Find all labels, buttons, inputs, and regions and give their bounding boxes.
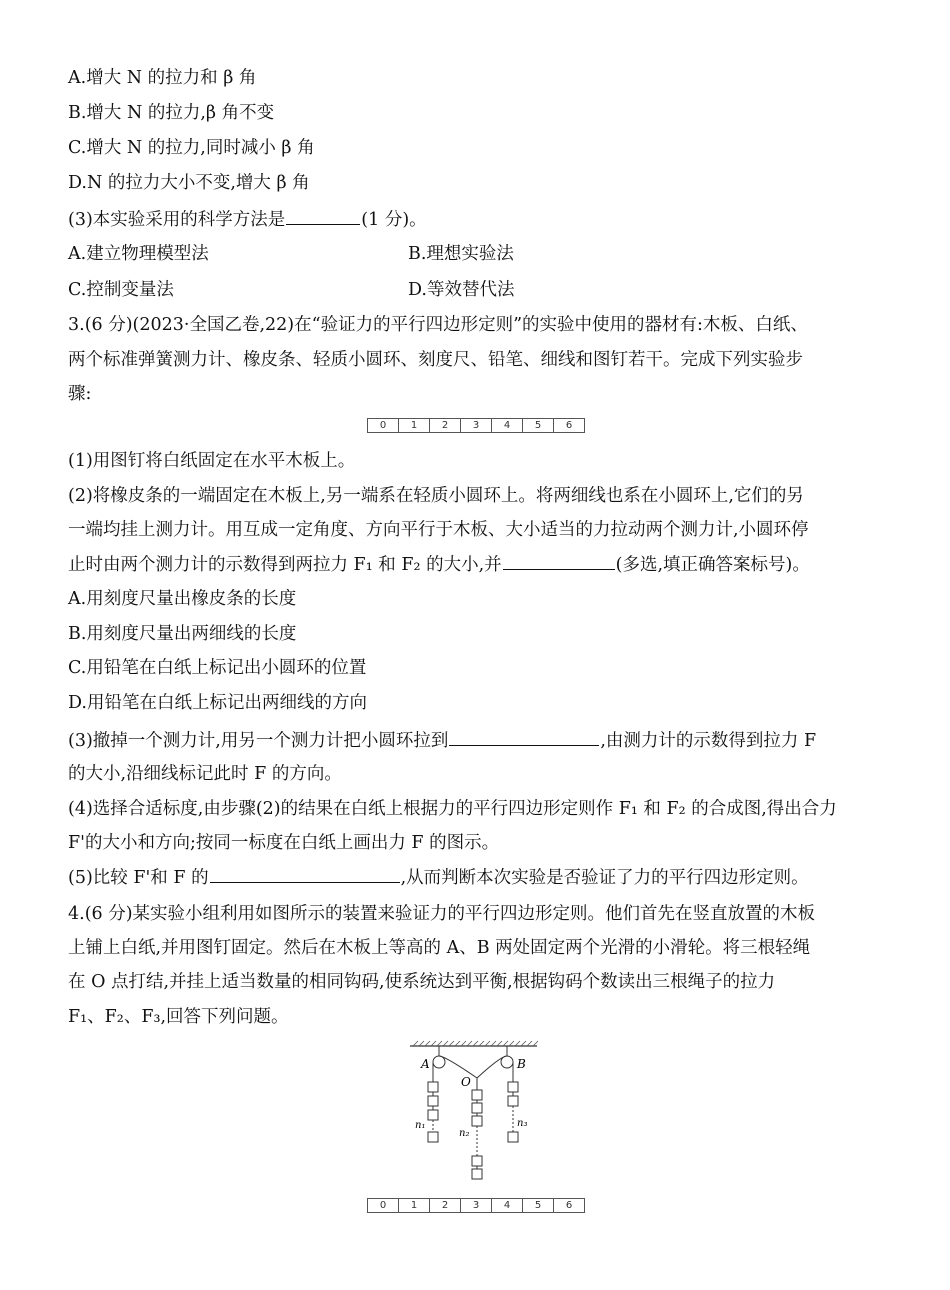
ruler-tick: 5 bbox=[523, 1199, 554, 1212]
q3-step2-text: 止时由两个测力计的示数得到两拉力 F₁ 和 F₂ 的大小,并 bbox=[68, 555, 502, 575]
ruler-tick: 1 bbox=[399, 419, 430, 432]
ruler-tick: 3 bbox=[461, 1199, 492, 1212]
label-n2: n₂ bbox=[459, 1128, 470, 1139]
ruler-tick: 4 bbox=[492, 419, 523, 432]
q2-sub3-question bbox=[68, 208, 427, 231]
weights-left bbox=[428, 1082, 438, 1142]
label-b: B bbox=[517, 1057, 526, 1071]
q2-sub3-option-c: C.控制变量法 bbox=[68, 280, 174, 300]
label-o: O bbox=[461, 1075, 471, 1089]
ruler-tick: 5 bbox=[523, 419, 554, 432]
q2-option-d: D.N 的拉力大小不变,增大 β 角 bbox=[68, 173, 310, 193]
q3-stem-line1: 3.(6 分)(2023·全国乙卷,22)在“验证力的平行四边形定则”的实验中使用的器材有:木板、白纸、 bbox=[68, 315, 808, 335]
q2-option-a: A.增大 N 的拉力和 β 角 bbox=[68, 68, 257, 88]
q3-step2-line2: 一端均挂上测力计。用互成一定角度、方向平行于木板、大小适当的力拉动两个测力计,小圆环停 bbox=[68, 520, 809, 540]
q3-step5-text-2: ,从而判断本次实验是否验证了力的平行四边形定则。 bbox=[400, 868, 809, 888]
q3-step2-line3 bbox=[68, 553, 810, 576]
q3-step3-text-2: ,由测力计的示数得到拉力 F bbox=[600, 731, 817, 751]
ruler-tick: 4 bbox=[492, 1199, 523, 1212]
label-n1: n₁ bbox=[415, 1120, 426, 1131]
ceiling-hatching bbox=[413, 1041, 538, 1046]
q3-option-d: D.用铅笔在白纸上标记出两细线的方向 bbox=[68, 693, 367, 713]
label-n3: n₃ bbox=[517, 1118, 528, 1129]
q3-step4-line1: (4)选择合适标度,由步骤(2)的结果在白纸上根据力的平行四边形定则作 F₁ 和 F₂ 的合成图,得出合力 bbox=[68, 799, 837, 819]
q3-step3-text: (3)撤掉一个测力计,用另一个测力计把小圆环拉到 bbox=[68, 731, 449, 751]
weights-middle bbox=[472, 1090, 482, 1179]
ruler-tick: 0 bbox=[368, 1199, 399, 1212]
q4-stem-line2: 上铺上白纸,并用图钉固定。然后在木板上等高的 A、B 两处固定两个光滑的小滑轮。将三根轻绳 bbox=[68, 938, 811, 958]
ruler-tick: 6 bbox=[565, 420, 573, 431]
q2-option-c: C.增大 N 的拉力,同时减小 β 角 bbox=[68, 138, 315, 158]
q3-step4-line2: F'的大小和方向;按同一标度在白纸上画出力 F 的图示。 bbox=[68, 833, 500, 853]
q4-stem-line1: 4.(6 分)某实验小组利用如图所示的装置来验证力的平行四边形定则。他们首先在竖直放置的木板 bbox=[68, 904, 816, 924]
q3-step2-hint: (多选,填正确答案标号)。 bbox=[615, 555, 810, 575]
ruler-tick: 2 bbox=[430, 1199, 461, 1212]
q3-step3-line2: 的大小,沿细线标记此时 F 的方向。 bbox=[68, 764, 342, 784]
q4-stem-line4: F₁、F₂、F₃,回答下列问题。 bbox=[68, 1007, 289, 1027]
q3-step1: (1)用图钉将白纸固定在水平木板上。 bbox=[68, 451, 356, 471]
q2-sub3-option-a: A.建立物理模型法 bbox=[68, 244, 209, 264]
q3-step3-line1 bbox=[68, 729, 816, 752]
q2-sub3-option-b: B.理想实验法 bbox=[408, 244, 514, 264]
q3-stem-line3: 骤: bbox=[68, 384, 92, 404]
q2-sub3-score: (1 分)。 bbox=[361, 210, 427, 230]
answer-blank[interactable] bbox=[449, 729, 599, 746]
pulley-apparatus-figure bbox=[405, 1038, 545, 1186]
q3-option-c: C.用铅笔在白纸上标记出小圆环的位置 bbox=[68, 658, 367, 678]
q3-stem-line2: 两个标准弹簧测力计、橡皮条、轻质小圆环、刻度尺、铅笔、细线和图钉若干。完成下列实验步 bbox=[68, 350, 803, 370]
weights-right bbox=[508, 1082, 518, 1142]
q3-option-b: B.用刻度尺量出两细线的长度 bbox=[68, 624, 297, 644]
q2-sub3-text: (3)本实验采用的科学方法是 bbox=[68, 210, 286, 230]
answer-blank[interactable] bbox=[286, 208, 360, 225]
ruler-tick: 2 bbox=[430, 419, 461, 432]
label-a: A bbox=[421, 1057, 430, 1071]
ruler-tick: 3 bbox=[461, 419, 492, 432]
q4-stem-line3: 在 O 点打结,并挂上适当数量的相同钩码,使系统达到平衡,根据钩码个数读出三根绳子的拉力 bbox=[68, 972, 776, 992]
answer-blank[interactable] bbox=[210, 866, 400, 883]
answer-blank[interactable] bbox=[503, 553, 615, 570]
scale-ruler-2 bbox=[367, 1198, 585, 1213]
q3-step5-text: (5)比较 F'和 F 的 bbox=[68, 868, 209, 888]
scale-ruler-1 bbox=[367, 418, 585, 433]
ruler-tick: 0 bbox=[368, 419, 399, 432]
q2-option-b: B.增大 N 的拉力,β 角不变 bbox=[68, 103, 275, 123]
q3-option-a: A.用刻度尺量出橡皮条的长度 bbox=[68, 589, 297, 609]
pulley-a bbox=[433, 1056, 445, 1068]
q3-step5 bbox=[68, 866, 809, 889]
q3-step2-line1: (2)将橡皮条的一端固定在木板上,另一端系在轻质小圆环上。将两细线也系在小圆环上,它们的另 bbox=[68, 486, 804, 506]
q2-sub3-option-d: D.等效替代法 bbox=[408, 280, 515, 300]
ruler-tick: 6 bbox=[565, 1200, 573, 1211]
ruler-tick: 1 bbox=[399, 1199, 430, 1212]
